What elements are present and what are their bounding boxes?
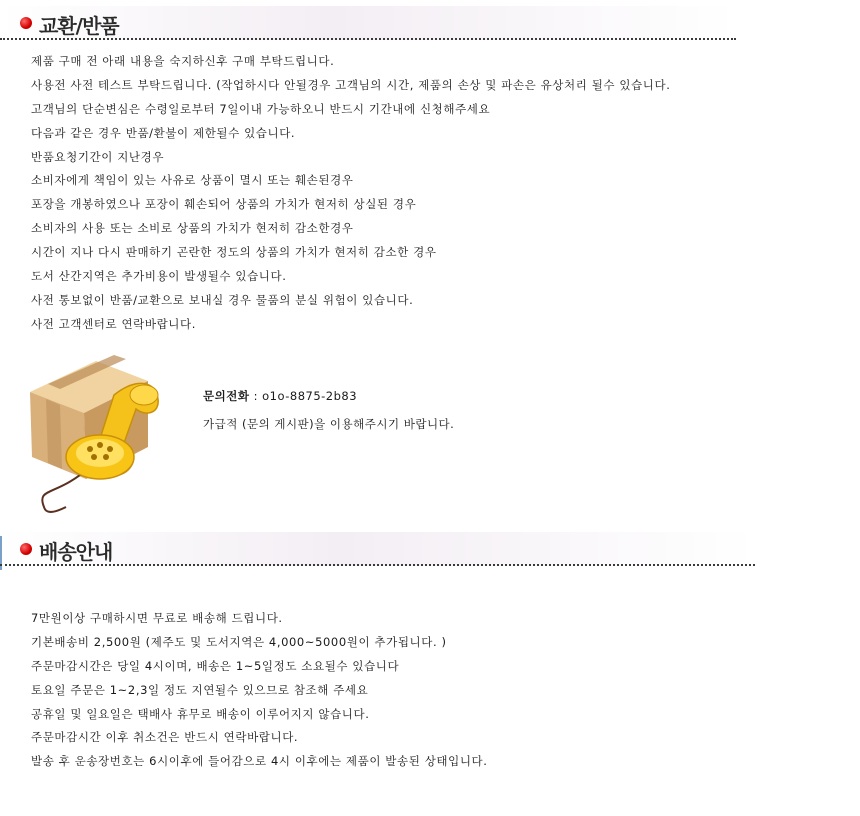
policy-line: 시간이 지나 다시 판매하기 곤란한 정도의 상품의 가치가 현저히 감소한 경우 [31, 245, 437, 260]
shipping-line: 발송 후 운송장번호는 6시이후에 들어감으로 4시 이후에는 제품이 발송된 상태입니다. [31, 754, 488, 769]
shipping-line: 토요일 주문은 1~2,3일 정도 지연될수 있으므로 참조해 주세요 [31, 682, 369, 697]
policy-line: 소비자의 사용 또는 소비로 상품의 가치가 현저히 감소한경우 [31, 221, 354, 236]
shipping-section-header [0, 532, 755, 566]
phone-row [203, 382, 454, 410]
policy-line: 포장을 개봉하였으나 포장이 훼손되어 상품의 가치가 현저히 상실된 경우 [31, 197, 417, 212]
contact-info [203, 382, 454, 438]
shipping-line: 공휴일 및 일요일은 택배사 휴무로 배송이 이루어지지 않습니다. [31, 706, 370, 721]
policy-line: 제품 구매 전 아래 내용을 숙지하신후 구매 부탁드립니다. [31, 54, 335, 68]
policy-line: 사전 고객센터로 연락바랍니다. [31, 316, 196, 331]
contact-block [26, 347, 746, 517]
policy-line: 다음과 같은 경우 반품/환불이 제한될수 있습니다. [31, 125, 296, 140]
policy-line: 사전 통보없이 반품/교환으로 보내실 경우 물품의 분실 위험이 있습니다. [31, 292, 414, 307]
policy-line: 도서 산간지역은 추가비용이 발생될수 있습니다. [31, 269, 287, 284]
shipping-title: 배송안내 [39, 540, 113, 564]
shipping-info-list [31, 607, 488, 774]
dotted-divider [0, 564, 755, 566]
policy-line: 고객님의 단순변심은 수령일로부터 7일이내 가능하오니 반드시 기간내에 신청해주세요 [31, 101, 491, 116]
contact-note: 가급적 (문의 게시판)을 이용해주시기 바랍니다. [203, 417, 455, 431]
phone-number: : o1o-8875-2b83 [253, 389, 358, 403]
exchange-title: 교환/반품 [39, 14, 119, 38]
dotted-divider [0, 38, 736, 40]
policy-line: 소비자에게 책임이 있는 사유로 상품이 멸시 또는 훼손된경우 [31, 173, 354, 188]
policy-line: 사용전 사전 테스트 부탁드립니다. (작업하시다 안될경우 고객님의 시간, 제품의 손상 및 파손은 유상처리 될수 있습니다. [31, 77, 671, 92]
red-bullet-icon [20, 543, 32, 555]
red-bullet-icon [20, 17, 32, 29]
exchange-section-header [0, 6, 736, 40]
phone-label: 문의전화 [203, 389, 250, 403]
exchange-policy-list [31, 50, 670, 337]
shipping-line: 주문마감시간 이후 취소건은 반드시 연락바랍니다. [31, 730, 299, 745]
shipping-line: 주문마감시간은 당일 4시이며, 배송은 1~5일정도 소요될수 있습니다 [31, 658, 400, 673]
box-and-phone-illustration [26, 347, 166, 517]
shipping-line: 기본배송비 2,500원 (제주도 및 도서지역은 4,000~5000원이 추가됩니다. ) [31, 634, 447, 649]
policy-line: 반품요청기간이 지난경우 [31, 149, 165, 164]
shipping-line: 7만원이상 구매하시면 무료로 배송해 드립니다. [31, 611, 283, 625]
